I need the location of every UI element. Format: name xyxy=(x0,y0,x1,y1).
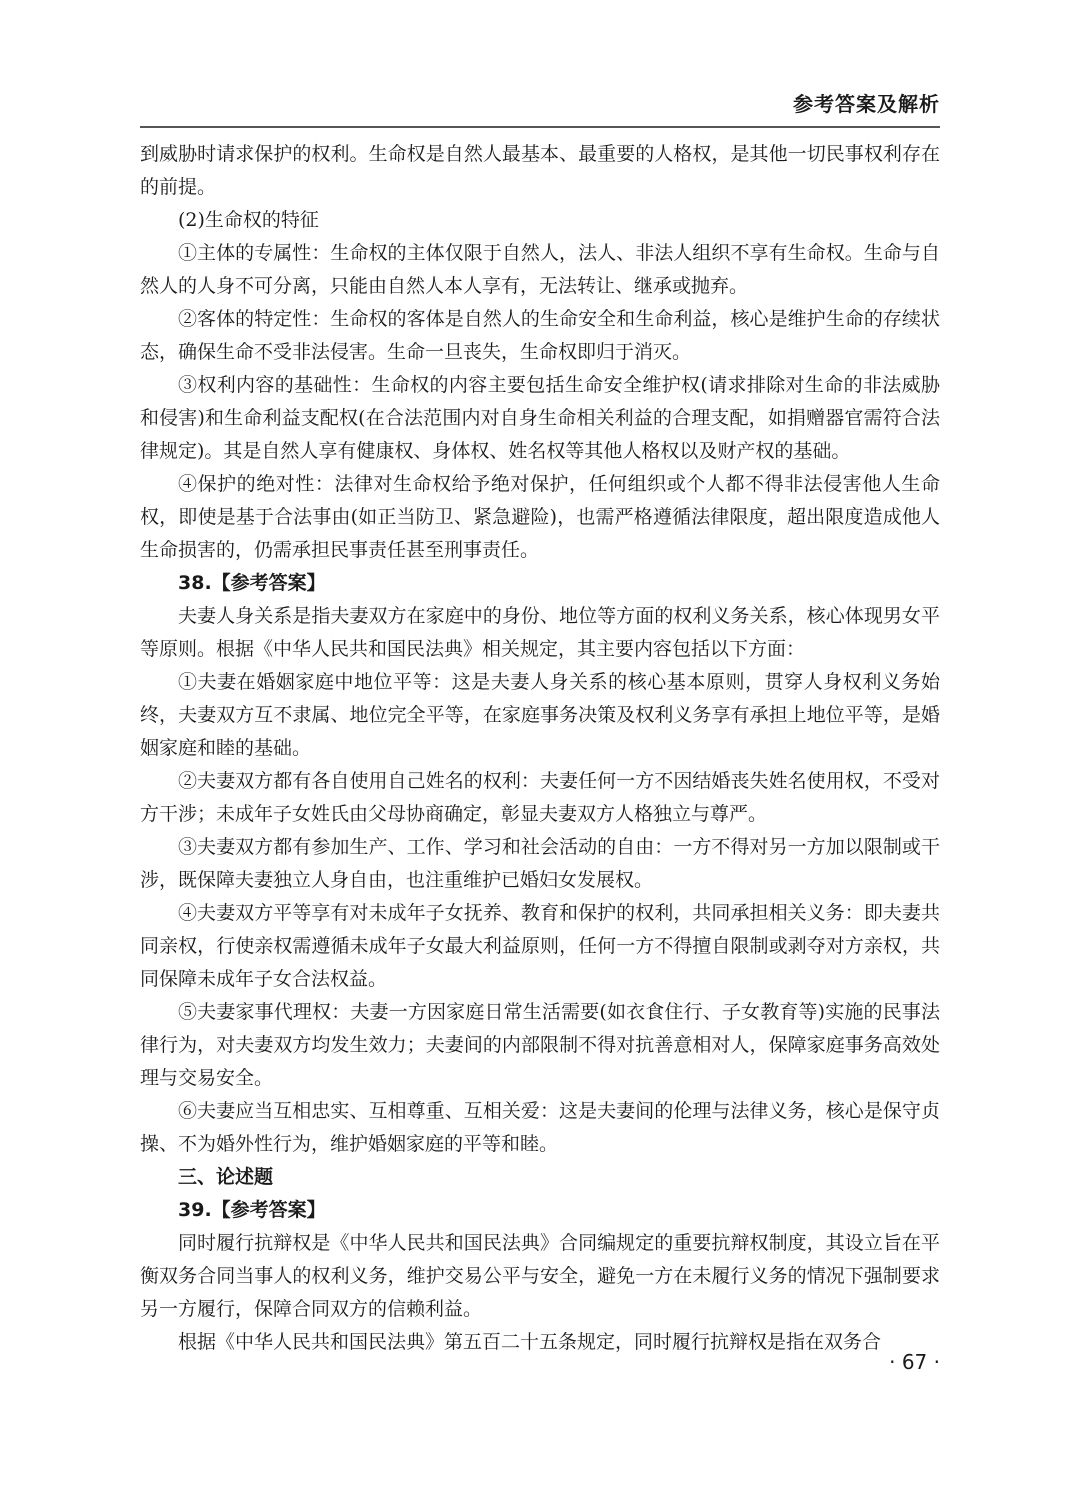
paragraph: 同时履行抗辩权是《中华人民共和国民法典》合同编规定的重要抗辩权制度，其设立旨在平衡双务合同当事人的权利义务，维护交易公平与安全，避免一方在未履行义务的情况下强制要求另一方履行，保障合同双方的信赖利益。 xyxy=(140,1232,940,1320)
subheading: (2)生命权的特征 xyxy=(178,209,319,231)
paragraph: ④保护的绝对性：法律对生命权给予绝对保护，任何组织或个人都不得非法侵害他人生命权，即使是基于合法事由(如正当防卫、紧急避险)，也需严格遵循法律限度，超出限度造成他人生命损害的，仍需承担民事责任甚至刑事责任。 xyxy=(140,473,940,561)
paragraph: ④夫妻双方平等享有对未成年子女抚养、教育和保护的权利，共同承担相关义务：即夫妻共同亲权，行使亲权需遵循未成年子女最大利益原则，任何一方不得擅自限制或剥夺对方亲权，共同保障未成年子女合法权益。 xyxy=(140,902,940,990)
paragraph: ①主体的专属性：生命权的主体仅限于自然人，法人、非法人组织不享有生命权。生命与自然人的人身不可分离，只能由自然人本人享有，无法转让、继承或抛弃。 xyxy=(140,242,940,297)
paragraph: ⑤夫妻家事代理权：夫妻一方因家庭日常生活需要(如衣食住行、子女教育等)实施的民事法律行为，对夫妻双方均发生效力；夫妻间的内部限制不得对抗善意相对人，保障家庭事务高效处理与交易安全。 xyxy=(140,1001,940,1089)
paragraph: ②客体的特定性：生命权的客体是自然人的生命安全和生命利益，核心是维护生命的存续状态，确保生命不受非法侵害。生命一旦丧失，生命权即归于消灭。 xyxy=(140,308,940,363)
page-body xyxy=(140,138,940,1359)
header-divider xyxy=(140,126,940,128)
paragraph: 根据《中华人民共和国民法典》第五百二十五条规定，同时履行抗辩权是指在双务合 xyxy=(178,1331,882,1353)
section-heading-essay: 三、论述题 xyxy=(178,1166,274,1188)
running-header: 参考答案及解析 xyxy=(793,92,940,116)
paragraph: ①夫妻在婚姻家庭中地位平等：这是夫妻人身关系的核心基本原则，贯穿人身权利义务始终，夫妻双方互不隶属、地位完全平等，在家庭事务决策及权利义务享有承担上地位平等，是婚姻家庭和睦的基础。 xyxy=(140,671,940,759)
paragraph: 到威胁时请求保护的权利。生命权是自然人最基本、最重要的人格权，是其他一切民事权利存在的前提。 xyxy=(140,143,940,198)
page-number: · 67 · xyxy=(889,1350,940,1374)
paragraph: 夫妻人身关系是指夫妻双方在家庭中的身份、地位等方面的权利义务关系，核心体现男女平等原则。根据《中华人民共和国民法典》相关规定，其主要内容包括以下方面： xyxy=(140,605,940,660)
paragraph: ②夫妻双方都有各自使用自己姓名的权利：夫妻任何一方不因结婚丧失姓名使用权，不受对方干涉；未成年子女姓氏由父母协商确定，彰显夫妻双方人格独立与尊严。 xyxy=(140,770,940,825)
paragraph: ⑥夫妻应当互相忠实、互相尊重、互相关爱：这是夫妻间的伦理与法律义务，核心是保守贞操、不为婚外性行为，维护婚姻家庭的平等和睦。 xyxy=(140,1100,940,1155)
paragraph: ③权利内容的基础性：生命权的内容主要包括生命安全维护权(请求排除对生命的非法威胁和侵害)和生命利益支配权(在合法范围内对自身生命相关利益的合理支配，如捐赠器官需符合法律规定)。其是自然人享有健康权、身体权、姓名权等其他人格权以及财产权的基础。 xyxy=(140,374,940,462)
paragraph: ③夫妻双方都有参加生产、工作、学习和社会活动的自由：一方不得对另一方加以限制或干涉，既保障夫妻独立人身自由，也注重维护已婚妇女发展权。 xyxy=(140,836,940,891)
answer-heading-38: 38.【参考答案】 xyxy=(178,572,326,594)
answer-heading-39: 39.【参考答案】 xyxy=(178,1199,326,1221)
